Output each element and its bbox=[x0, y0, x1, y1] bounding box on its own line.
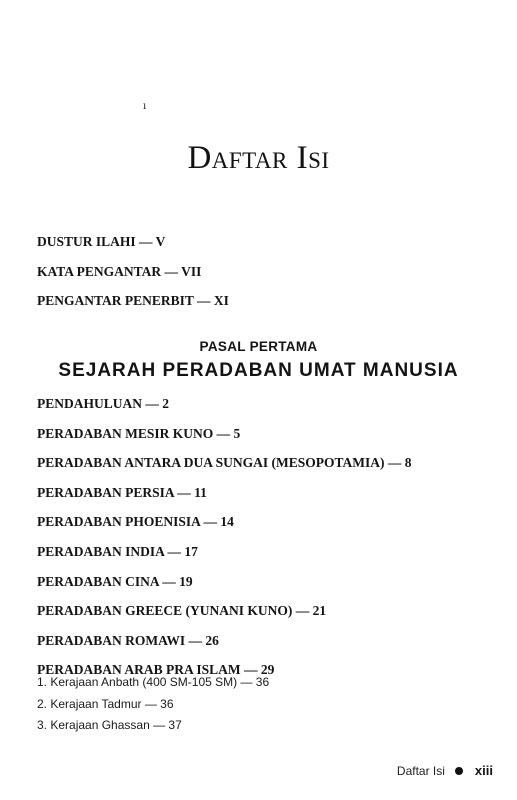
toc-entry: PERADABAN PERSIA — 11 bbox=[37, 484, 207, 500]
toc-entry: PERADABAN ROMAWI — 26 bbox=[37, 632, 219, 648]
page-footer bbox=[397, 763, 493, 778]
page-number: xiii bbox=[474, 763, 493, 778]
toc-entry: KATA PENGANTAR — VII bbox=[37, 263, 202, 279]
toc-entry: PENDAHULUAN — 2 bbox=[37, 396, 170, 411]
chapter-entries-list bbox=[37, 393, 412, 689]
toc-entry: PERADABAN PHOENISIA — 14 bbox=[37, 514, 234, 530]
bullet-icon bbox=[455, 767, 463, 775]
toc-entry: PERADABAN INDIA — 17 bbox=[37, 543, 198, 559]
toc-entry: PERADABAN ANTARA DUA SUNGAI (MESOPOTAMIA) — 8 bbox=[37, 455, 412, 471]
toc-entry: PERADABAN MESIR KUNO — 5 bbox=[37, 425, 241, 441]
toc-entry: PERADABAN ARAB PRA ISLAM — 29 bbox=[37, 662, 275, 678]
toc-sub-entry: 2. Kerajaan Tadmur — 36 bbox=[37, 696, 174, 711]
chapter-title: SEJARAH PERADABAN UMAT MANUSIA bbox=[58, 360, 459, 381]
running-footer-label: Daftar Isi bbox=[396, 763, 445, 778]
toc-entry: PERADABAN GREECE (YUNANI KUNO) — 21 bbox=[37, 603, 327, 619]
chapter-label: PASAL PERTAMA bbox=[199, 339, 318, 354]
stray-print-mark: ı bbox=[143, 101, 147, 112]
toc-entry: PENGANTAR PENERBIT — XI bbox=[37, 293, 229, 308]
front-matter-list bbox=[37, 231, 229, 320]
toc-entry: DUSTUR ILAHI — V bbox=[37, 234, 166, 249]
toc-sub-entry: 1. Kerajaan Anbath (400 SM-105 SM) — 36 bbox=[37, 675, 270, 689]
toc-sub-entry: 3. Kerajaan Ghassan — 37 bbox=[37, 718, 182, 732]
page-title: Daftar Isi bbox=[187, 140, 330, 176]
toc-entry: PERADABAN CINA — 19 bbox=[37, 573, 193, 589]
sub-entries-list bbox=[37, 672, 269, 737]
